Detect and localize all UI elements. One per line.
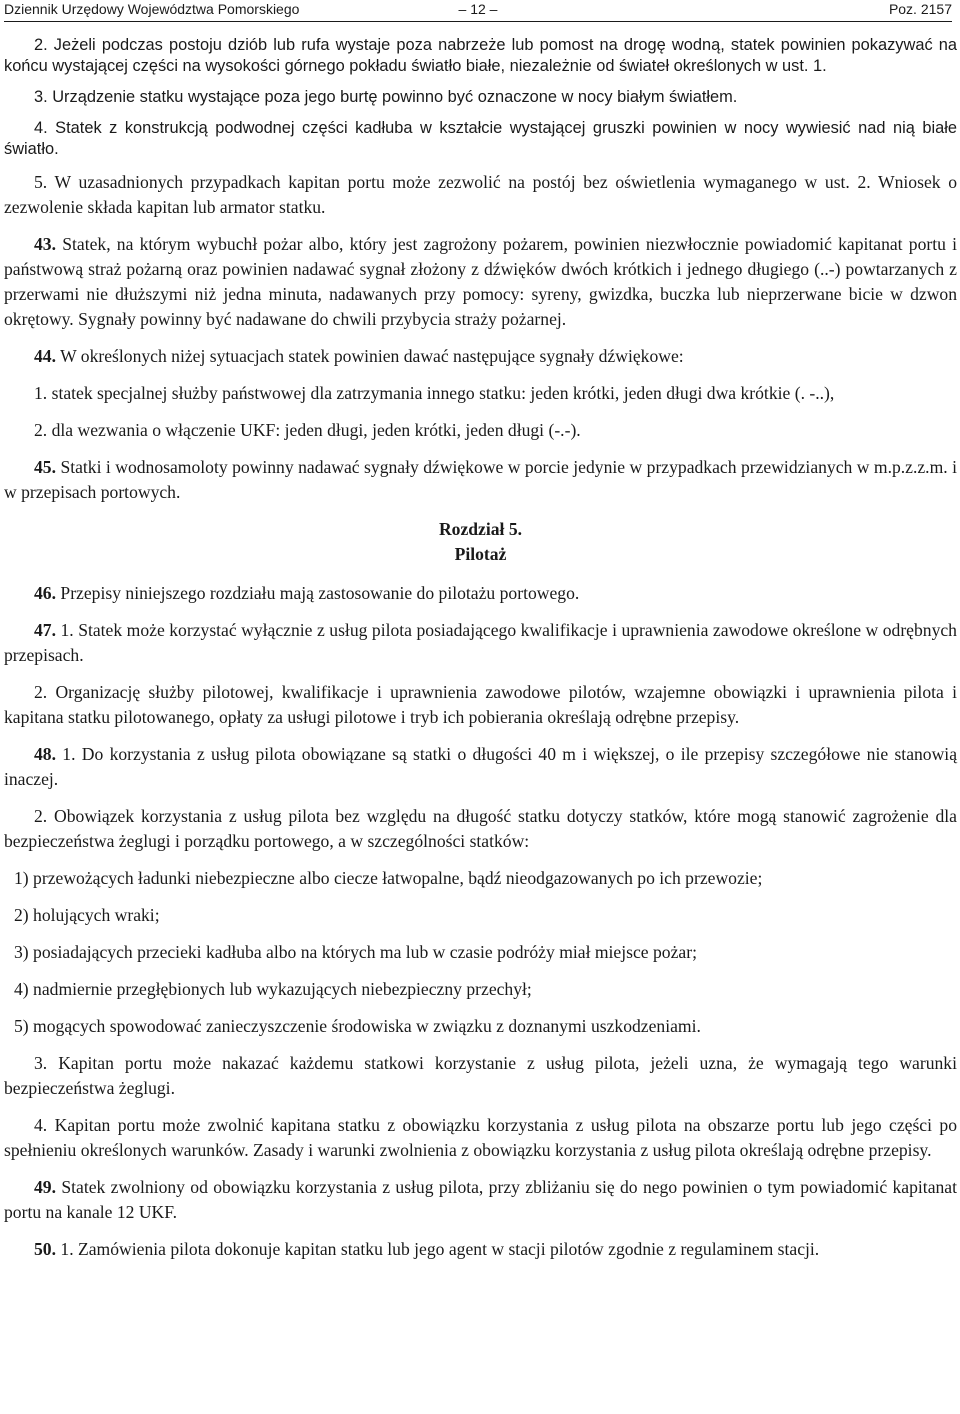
paragraph-44: 44. W określonych niżej sytuacjach statek powinien dawać następujące sygnały dźwiękowe: <box>34 346 684 366</box>
chapter-title: Rozdział 5. <box>438 519 523 539</box>
paragraph-47-1: 47. 1. Statek może korzystać wyłącznie z usług pilota posiadającego kwalifikacje i uprawnienia zawodowe określone w odrębnych przepisach. <box>4 620 957 665</box>
paragraph-44-1: 1. statek specjalnej służby państwowej dla zatrzymania innego statku: jeden krótki, jeden długi dwa krótkie (. -..), <box>34 383 835 403</box>
section-number: 49. <box>34 1177 56 1197</box>
paragraph-42-2: 2. Jeżeli podczas postoju dziób lub rufa wystaje poza nabrzeże lub pomost na drogę wodną, statek powinien pokazywać na końcu wystającej części na wysokości górnego pokładu światło białe, niezależnie od świateł określonych w ust. 1. <box>4 36 957 75</box>
document-body <box>4 35 957 1274</box>
paragraph-46: 46. Przepisy niniejszego rozdziału mają zastosowanie do pilotażu portowego. <box>34 583 580 603</box>
list-item: 4) nadmiernie przegłębionych lub wykazujących niebezpieczny przechył; <box>14 979 532 999</box>
paragraph-42-5: 5. W uzasadnionych przypadkach kapitan portu może zezwolić na postój bez oświetlenia wymaganego w ust. 2. Wniosek o zezwolenie składa kapitan lub armator statku. <box>4 172 957 217</box>
list-item: 2) holujących wraki; <box>14 905 160 925</box>
paragraph-48-2: 2. Obowiązek korzystania z usług pilota bez względu na długość statku dotyczy statków, które mogą stanowić zagrożenie dla bezpieczeństwa żeglugi i porządku portowego, a w szczególności statków: <box>4 806 957 851</box>
section-number: 44. <box>34 346 56 366</box>
page-number: – 12 – <box>458 1 498 17</box>
chapter-subtitle: Pilotaż <box>454 544 507 564</box>
paragraph-43: 43. Statek, na którym wybuchł pożar albo, który jest zagrożony pożarem, powinien niezwłocznie powiadomić kapitanat portu i państwową straż pożarną oraz powinien nadawać sygnał złożony z dźwięków dwóch krótkich i jednego długiego (..-) powtarzanych z przerwami nie dłuższymi niż jedna minuta, nadawanych przy pomocy: syreny, gwizdka, buczka lub nieprzerwane bicie w dzwon okrętowy. Sygnały powinny być nadawane do chwili przybycia straży pożarnej. <box>4 234 957 329</box>
section-number: 48. <box>34 744 56 764</box>
list-item: 3) posiadających przecieki kadłuba albo na których ma lub w czasie podróży miał miejsce pożar; <box>14 942 697 962</box>
paragraph-49: 49. Statek zwolniony od obowiązku korzystania z usług pilota, przy zbliżaniu się do nego powinien o tym powiadomić kapitanat portu na kanale 12 UKF. <box>4 1177 957 1222</box>
chapter-heading <box>4 517 957 567</box>
paragraph-42-4: 4. Statek z konstrukcją podwodnej części kadłuba w kształcie wystającej gruszki powinien w nocy wywiesić nad nią białe światło. <box>4 119 957 158</box>
position-number: Poz. 2157 <box>888 1 952 17</box>
paragraph-48-3: 3. Kapitan portu może nakazać każdemu statkowi korzystanie z usług pilota, jeżeli uzna, że wymagają tego warunki bezpieczeństwa żeglugi. <box>4 1053 957 1098</box>
section-number: 47. <box>34 620 56 640</box>
section-number: 46. <box>34 583 56 603</box>
paragraph-48-1: 48. 1. Do korzystania z usług pilota obowiązane są statki o długości 40 m i większej, o ile przepisy szczegółowe nie stanowią inaczej. <box>4 744 958 789</box>
list-item: 5) mogących spowodować zanieczyszczenie środowiska w związku z doznanymi uszkodzeniami. <box>14 1016 701 1036</box>
paragraph-44-2: 2. dla wezwania o włączenie UKF: jeden długi, jeden krótki, jeden długi (-.-). <box>34 420 581 440</box>
paragraph-50: 50. 1. Zamówienia pilota dokonuje kapitan statku lub jego agent w stacji pilotów zgodnie z regulaminem stacji. <box>34 1239 820 1259</box>
paragraph-42-3: 3. Urządzenie statku wystające poza jego burtę powinno być oznaczone w nocy białym światłem. <box>34 88 738 106</box>
section-number: 50. <box>34 1239 56 1259</box>
section-number: 45. <box>34 457 56 477</box>
section-number: 43. <box>34 234 56 254</box>
page-header <box>4 0 952 18</box>
header-divider <box>4 21 952 22</box>
paragraph-45: 45. Statki i wodnosamoloty powinny nadawać sygnały dźwiękowe w porcie jedynie w przypadkach przewidzianych w m.p.z.z.m. i w przepisach portowych. <box>4 457 957 502</box>
list-item: 1) przewożących ładunki niebezpieczne albo ciecze łatwopalne, bądź nieodgazowanych po ich przewozie; <box>14 868 763 888</box>
journal-title: Dziennik Urzędowy Województwa Pomorskiego <box>4 1 300 17</box>
paragraph-48-4: 4. Kapitan portu może zwolnić kapitana statku z obowiązku korzystania z usług pilota na obszarze portu lub jego części po spełnieniu określonych warunków. Zasady i warunki zwolnienia z obowiązku korzystania z usług pilota określają odrębne przepisy. <box>4 1115 957 1160</box>
paragraph-47-2: 2. Organizację służby pilotowej, kwalifikacje i uprawnienia zawodowe pilotów, wzajemne obowiązki i uprawnienia pilota i kapitana statku pilotowanego, opłaty za usługi pilotowe i tryb ich pobierania określają odrębne przepisy. <box>4 682 957 727</box>
